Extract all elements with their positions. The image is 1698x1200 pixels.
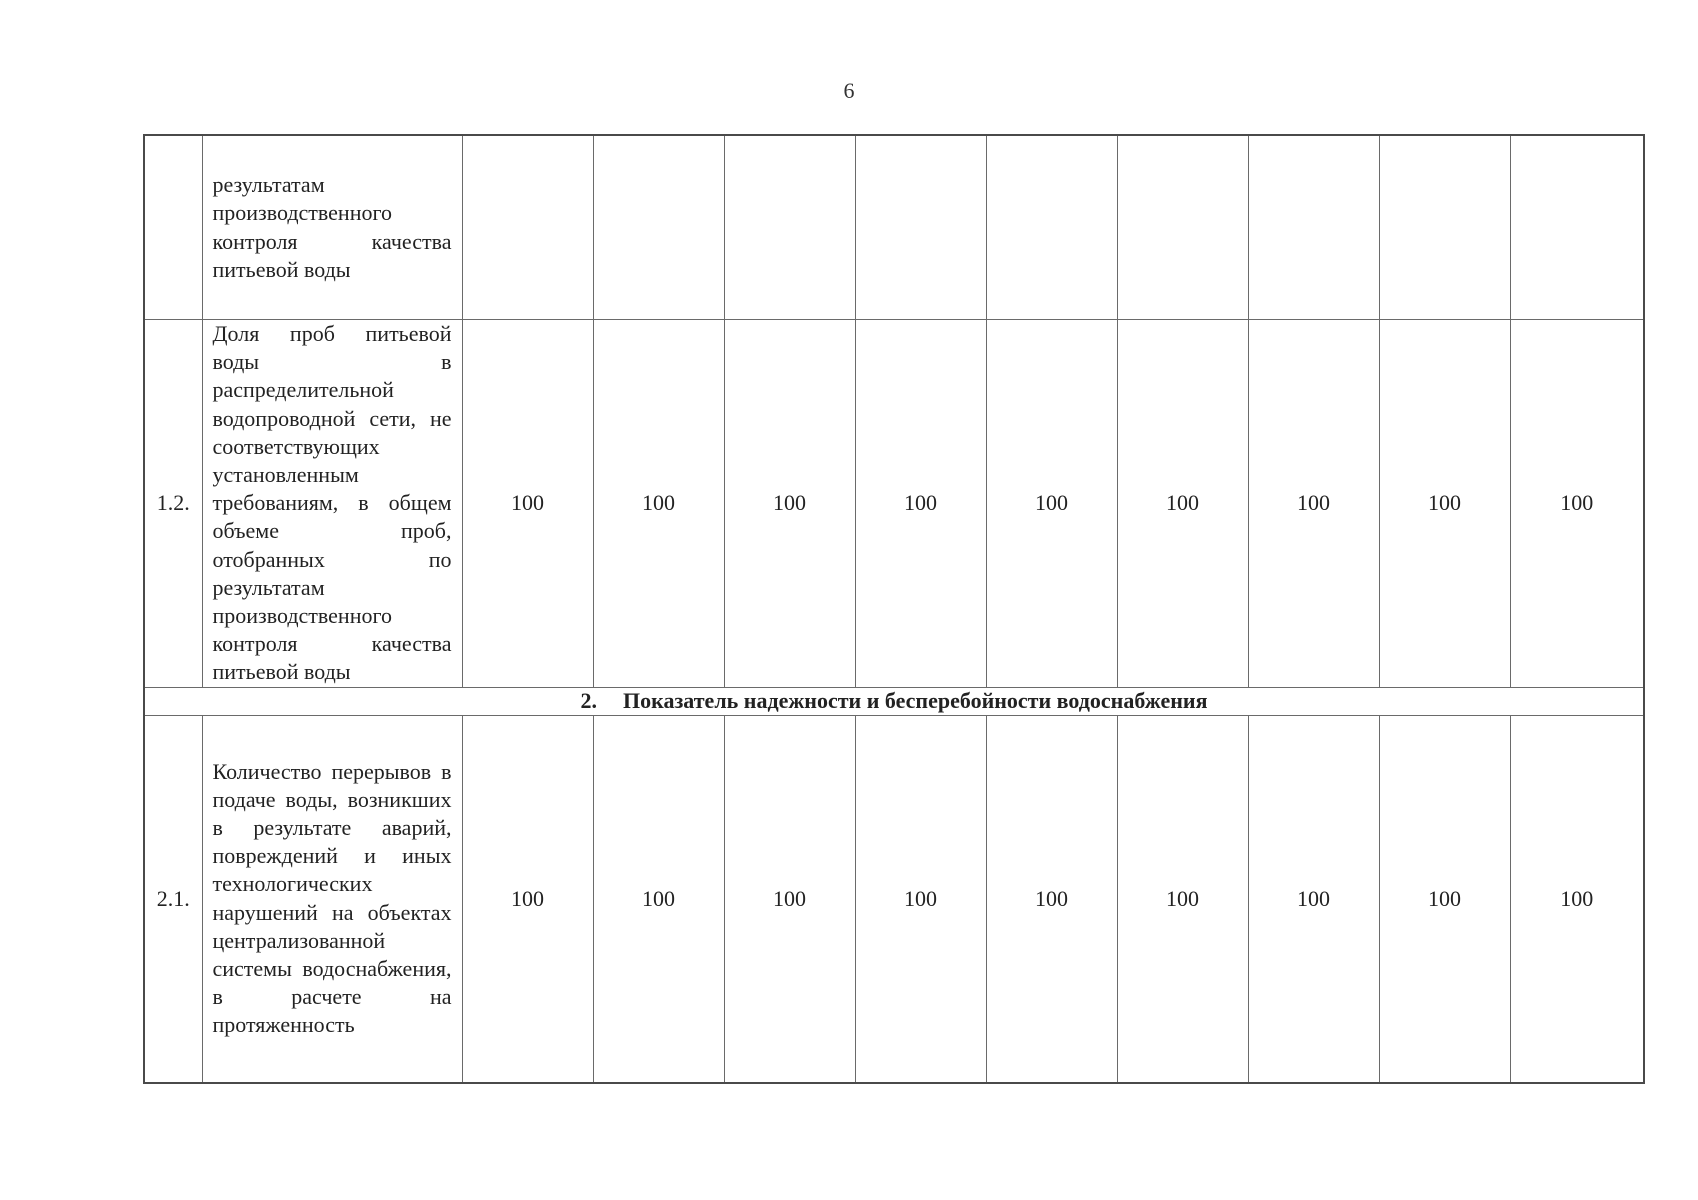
- section-number: 2.: [580, 688, 598, 714]
- value-cell: 100: [855, 320, 986, 688]
- value-cell: 100: [1510, 320, 1644, 688]
- indicator-description: результатам производственного контроля качества питьевой воды: [202, 135, 462, 320]
- value-cell: [724, 135, 855, 320]
- value-cell: [1117, 135, 1248, 320]
- value-cell: [1510, 135, 1644, 320]
- value-cell: 100: [593, 715, 724, 1083]
- value-cell: 100: [1248, 715, 1379, 1083]
- table-row: [144, 135, 1644, 320]
- value-cell: 100: [855, 715, 986, 1083]
- section-title: Показатель надежности и бесперебойности водоснабжения: [623, 688, 1208, 714]
- row-number: 1.2.: [144, 320, 202, 688]
- value-cell: 100: [1248, 320, 1379, 688]
- indicator-description: Количество перерывов в подаче воды, возникших в результате аварий, повреждений и иных технологических нарушений на объектах централизованной системы водоснабжения, в расчете на протяженность: [202, 715, 462, 1083]
- value-cell: 100: [462, 320, 593, 688]
- value-cell: 100: [1510, 715, 1644, 1083]
- row-number: 2.1.: [144, 715, 202, 1083]
- indicator-description: Доля проб питьевой воды в распределительной водопроводной сети, не соответствующих установленным требованиям, в общем объеме проб, отобранных по результатам производственного контроля качества питьевой воды: [202, 320, 462, 688]
- row-number: [144, 135, 202, 320]
- value-cell: 100: [1117, 715, 1248, 1083]
- value-cell: 100: [724, 320, 855, 688]
- value-cell: 100: [1379, 715, 1510, 1083]
- value-cell: [593, 135, 724, 320]
- value-cell: [1248, 135, 1379, 320]
- value-cell: 100: [1117, 320, 1248, 688]
- value-cell: 100: [986, 320, 1117, 688]
- table-row: [144, 715, 1644, 1083]
- value-cell: 100: [1379, 320, 1510, 688]
- value-cell: [986, 135, 1117, 320]
- value-cell: 100: [724, 715, 855, 1083]
- value-cell: 100: [462, 715, 593, 1083]
- value-cell: [855, 135, 986, 320]
- value-cell: 100: [986, 715, 1117, 1083]
- section-header-row: [144, 687, 1644, 715]
- page-number: 6: [843, 78, 855, 103]
- value-cell: [462, 135, 593, 320]
- value-cell: [1379, 135, 1510, 320]
- table-row: [144, 320, 1644, 688]
- value-cell: 100: [593, 320, 724, 688]
- indicators-table: [143, 134, 1645, 1084]
- section-heading: [144, 687, 1644, 715]
